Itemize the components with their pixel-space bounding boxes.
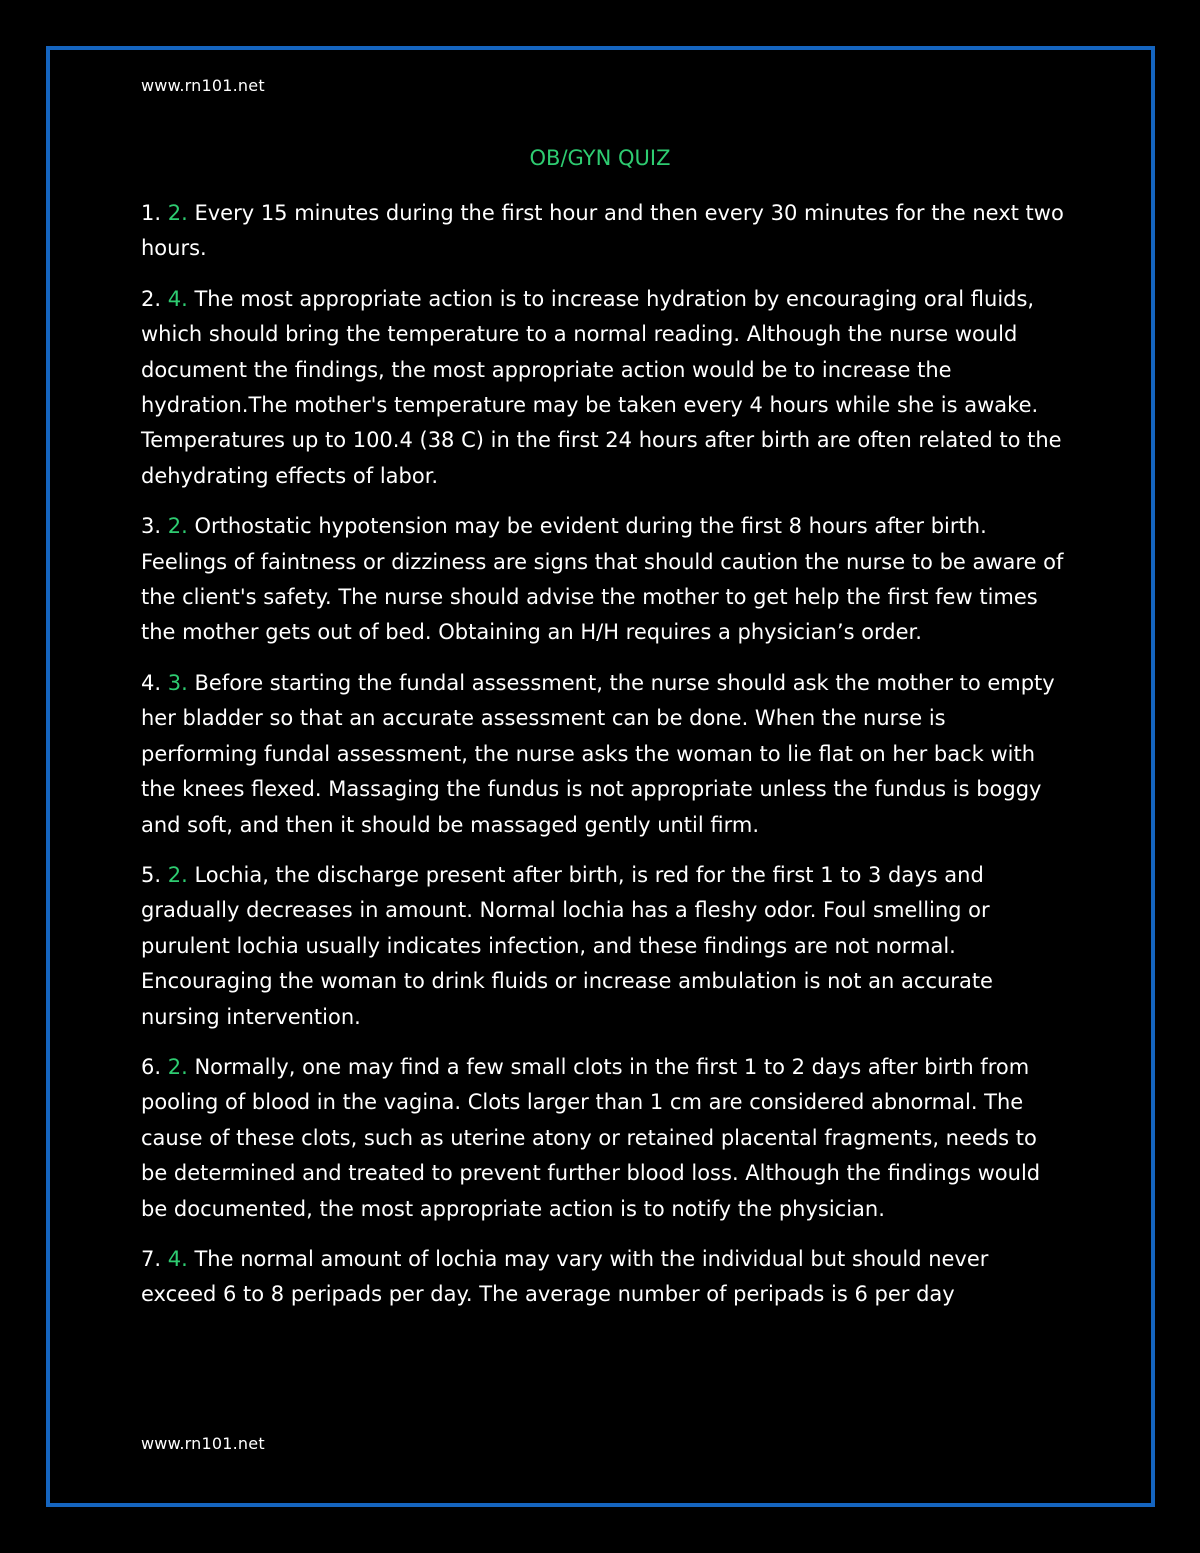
answer-item-4	[141, 666, 1065, 843]
answer-item-7	[141, 1242, 1065, 1313]
answer-number: 3.	[141, 514, 162, 539]
answer-text: The most appropriate action is to increase hydration by encouraging oral fluids, which should bring the temperature to a normal reading. Although the nurse would document the findings, the most appropriate action would be to increase the hydration.The mother's temperature may be taken every 4 hours while she is awake. Temperatures up to 100.4 (38 C) in the first 24 hours after birth are often related to the dehydrating effects of labor.	[141, 286, 1062, 488]
page-title: OB/GYN QUIZ	[529, 146, 671, 170]
footer-url: www.rn101.net	[141, 1434, 265, 1453]
answer-number: 4.	[141, 670, 162, 695]
answer-text: Before starting the fundal assessment, the nurse should ask the mother to empty her bladder so that an accurate assessment can be done. When the nurse is performing fundal assessment, the nurse asks the woman to lie flat on her back with the knees flexed. Massaging the fundus is not appropriate unless the fundus is boggy and soft, and then it should be massaged gently until firm.	[141, 670, 1055, 837]
answer-choice: 2.	[167, 1054, 188, 1079]
answer-choice: 4.	[167, 1246, 188, 1271]
answer-item-5	[141, 858, 1065, 1035]
answer-item-1	[141, 196, 1065, 267]
answer-choice: 4.	[167, 286, 188, 311]
answer-choice: 2.	[167, 514, 188, 539]
answer-choice: 3.	[167, 670, 188, 695]
answer-text: Normally, one may find a few small clots in the first 1 to 2 days after birth from pooling of blood in the vagina. Clots larger than 1 cm are considered abnormal. The cause of these clots, such as uterine atony or retained placental fragments, needs to be determined and treated to prevent further blood loss. Although the findings would be documented, the most appropriate action is to notify the physician.	[141, 1054, 1041, 1221]
answer-text: Orthostatic hypotension may be evident during the first 8 hours after birth. Feelings of faintness or dizziness are signs that should caution the nurse to be aware of the client's safety. The nurse should advise the mother to get help the first few times the mother gets out of bed. Obtaining an H/H requires a physician’s order.	[141, 514, 1064, 645]
answer-choice: 2.	[167, 862, 188, 887]
answer-text: The normal amount of lochia may vary with the individual but should never exceed 6 to 8 peripads per day. The average number of peripads is 6 per day	[141, 1246, 989, 1307]
answer-number: 2.	[141, 286, 162, 311]
answer-number: 6.	[141, 1054, 162, 1079]
answer-text: Lochia, the discharge present after birth, is red for the first 1 to 3 days and gradually decreases in amount. Normal lochia has a fleshy odor. Foul smelling or purulent lochia usually indicates infection, and these findings are not normal. Encouraging the woman to drink fluids or increase ambulation is not an accurate nursing intervention.	[141, 862, 993, 1029]
answer-text: Every 15 minutes during the first hour and then every 30 minutes for the next two hours.	[141, 201, 1064, 261]
answers-list	[141, 196, 1065, 1328]
header-url: www.rn101.net	[141, 76, 265, 95]
answer-item-6	[141, 1050, 1065, 1227]
answer-number: 5.	[141, 862, 162, 887]
answer-choice: 2.	[167, 201, 188, 225]
answer-number: 1.	[141, 201, 162, 225]
answer-item-2	[141, 282, 1065, 494]
answer-number: 7.	[141, 1246, 162, 1271]
answer-item-3	[141, 509, 1065, 651]
